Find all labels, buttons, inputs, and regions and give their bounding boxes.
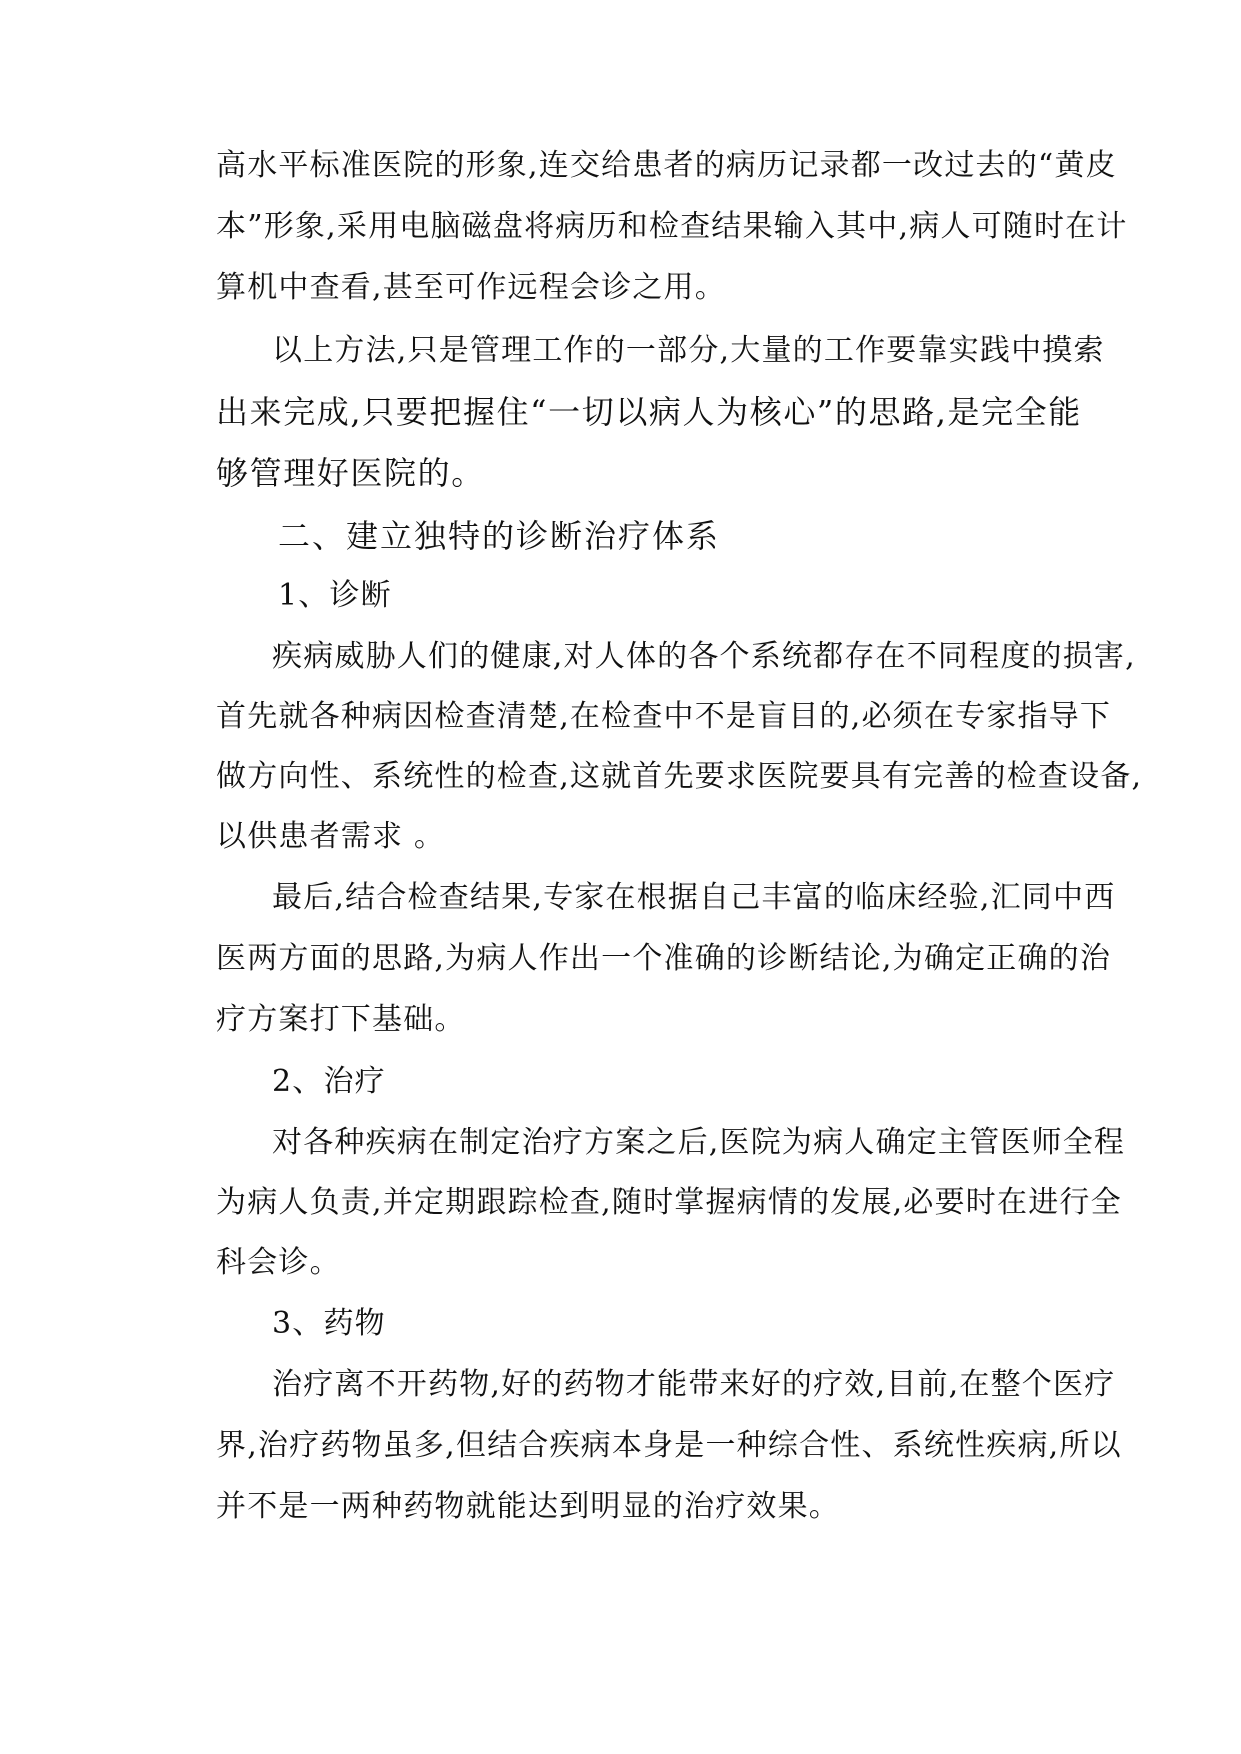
paragraph-5-line-1: 对各种疾病在制定治疗方案之后,医院为病人确定主管医师全程 (272, 1125, 1126, 1160)
paragraph-2-line-2: 出来完成,只要把握住“一切以病人为核心”的思路,是完全能 (216, 393, 1082, 431)
paragraph-6-line-1: 治疗离不开药物,好的药物才能带来好的疗效,目前,在整个医疗 (272, 1367, 1116, 1402)
paragraph-4-line-1: 最后,结合检查结果,专家在根据自己丰富的临床经验,汇同中西 (272, 880, 1116, 915)
paragraph-3-line-4: 以供患者需求 。 (216, 819, 446, 854)
subheading-treatment: 2、治疗 (272, 1064, 386, 1099)
paragraph-2-line-1: 以上方法,只是管理工作的一部分,大量的工作要靠实践中摸索 (272, 333, 1105, 368)
paragraph-4-line-2: 医两方面的思路,为病人作出一个准确的诊断结论,为确定正确的治 (216, 941, 1112, 976)
paragraph-3-line-3: 做方向性、系统性的检查,这就首先要求医院要具有完善的检查设备, (216, 759, 1143, 794)
paragraph-1-line-1: 高水平标准医院的形象,连交给患者的病历记录都一改过去的“黄皮 (216, 148, 1117, 183)
paragraph-1-line-2: 本”形象,采用电脑磁盘将病历和检查结果输入其中,病人可随时在计 (216, 209, 1128, 244)
paragraph-6-line-3: 并不是一两种药物就能达到明显的治疗效果。 (216, 1489, 840, 1524)
paragraph-5-line-2: 为病人负责,并定期跟踪检查,随时掌握病情的发展,必要时在进行全 (216, 1185, 1122, 1220)
paragraph-5-line-3: 科会诊。 (216, 1245, 341, 1280)
paragraph-4-line-3: 疗方案打下基础。 (216, 1002, 466, 1037)
section-heading: 二、建立独特的诊断治疗体系 (278, 517, 721, 555)
subheading-diagnosis: 1、诊断 (278, 578, 392, 613)
paragraph-1-line-3: 算机中查看,甚至可作远程会诊之用。 (216, 270, 726, 305)
paragraph-3-line-1: 疾病威胁人们的健康,对人体的各个系统都存在不同程度的损害, (272, 639, 1136, 674)
paragraph-2-line-3: 够管理好医院的。 (216, 454, 485, 492)
subheading-medicine: 3、药物 (272, 1306, 386, 1341)
paragraph-6-line-2: 界,治疗药物虽多,但结合疾病本身是一种综合性、系统性疾病,所以 (216, 1428, 1122, 1463)
paragraph-3-line-2: 首先就各种病因检查清楚,在检查中不是盲目的,必须在专家指导下 (216, 699, 1112, 734)
